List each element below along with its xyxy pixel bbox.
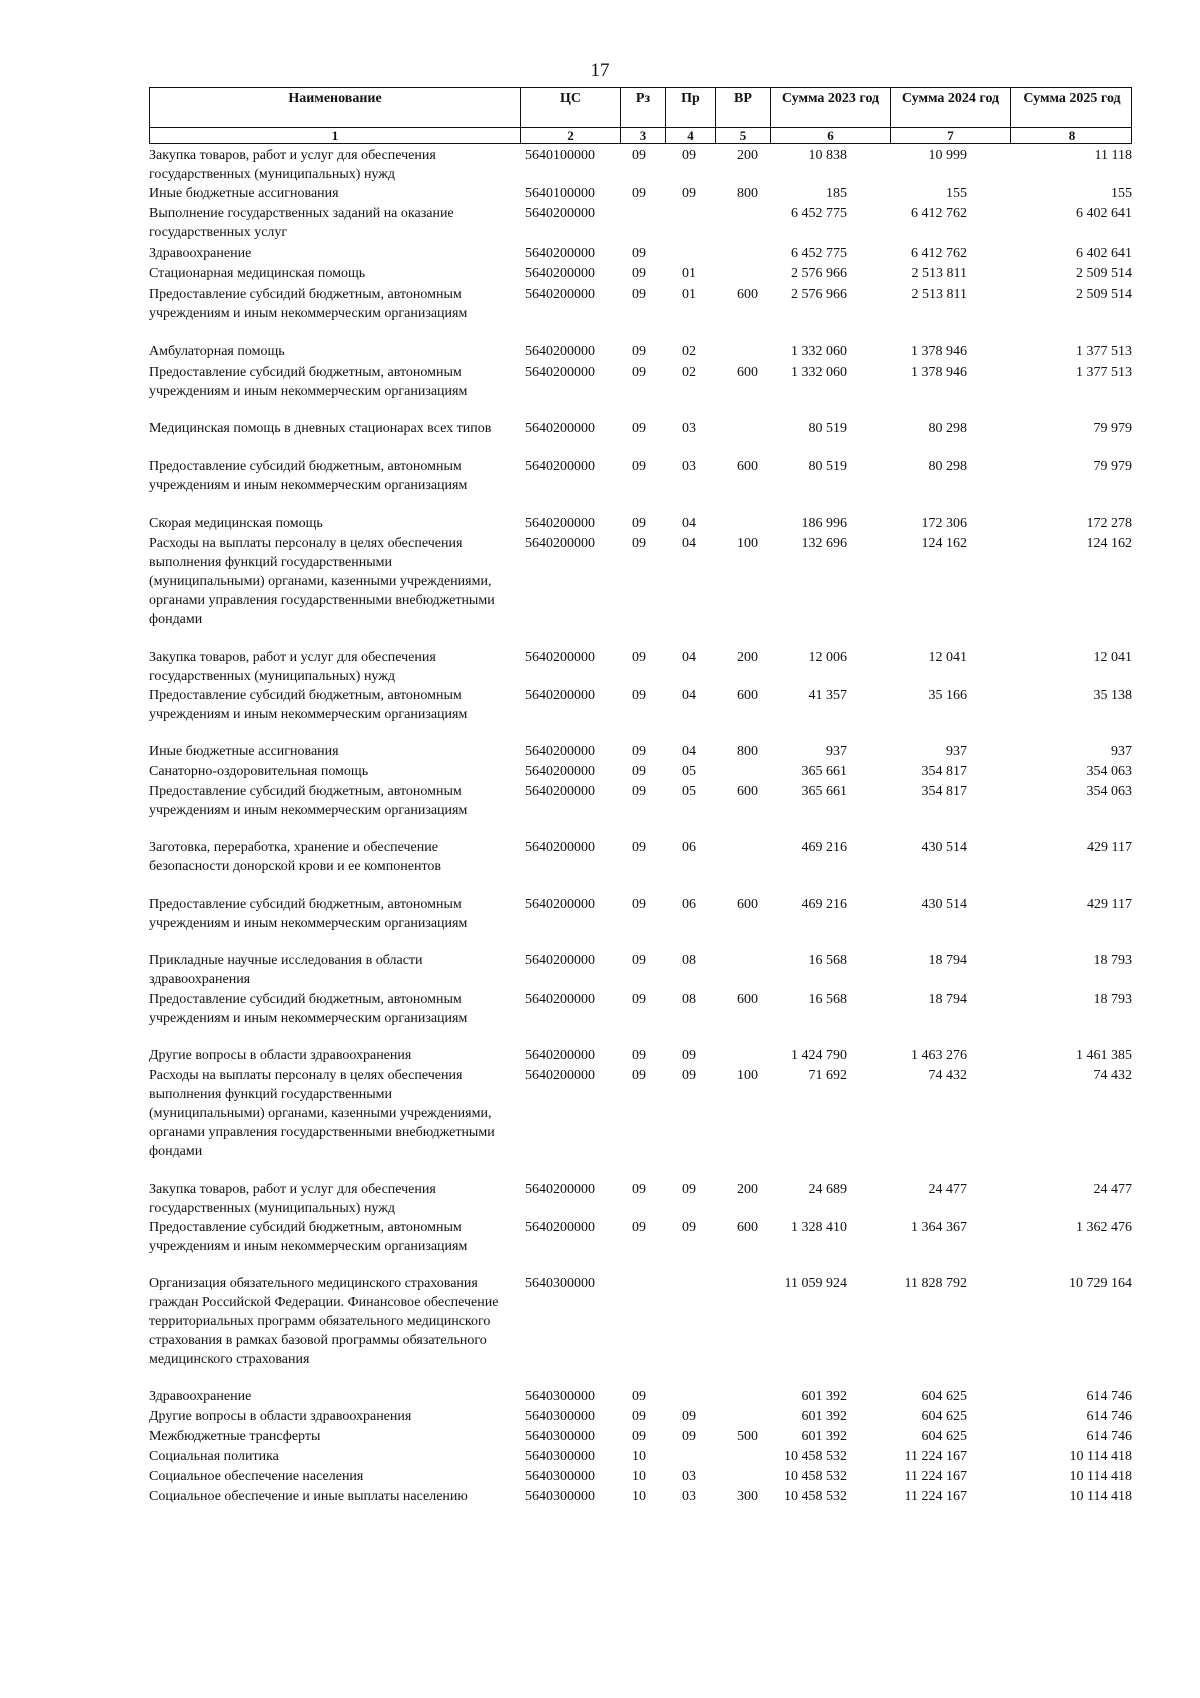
row-cs: 5640200000: [525, 897, 595, 912]
row-sum-2024: 11 828 792: [904, 1276, 967, 1291]
row-sum-2024: 604 625: [921, 1429, 967, 1444]
row-name: Расходы на выплаты персоналу в целях обеспечения выполнения функций государственными (муниципальными) органами, казенными учреждениями, органами управления государственными внебюджетными фондами: [149, 536, 495, 627]
row-rz: 09: [632, 1409, 646, 1424]
row-sum-2025: 10 729 164: [1069, 1276, 1132, 1291]
row-name: Прикладные научные исследования в области здравоохранения: [149, 953, 423, 987]
row-sum-2024: 11 224 167: [904, 1489, 967, 1504]
row-cs: 5640100000: [525, 186, 595, 201]
row-sum-2025: 354 063: [1086, 764, 1132, 779]
row-cs: 5640200000: [525, 1068, 595, 1083]
row-sum-2023: 365 661: [801, 764, 847, 779]
row-vr: 600: [737, 992, 758, 1007]
row-rz: 09: [632, 365, 646, 380]
row-rz: 09: [632, 344, 646, 359]
row-rz: 09: [632, 992, 646, 1007]
row-rz: 10: [632, 1469, 646, 1484]
row-pr: 09: [682, 186, 696, 201]
row-rz: 09: [632, 744, 646, 759]
row-sum-2023: 80 519: [808, 459, 847, 474]
row-sum-2023: 10 458 532: [784, 1469, 847, 1484]
row-pr: 09: [682, 1220, 696, 1235]
row-pr: 01: [682, 287, 696, 302]
header-divider: [150, 127, 1131, 128]
row-rz: 09: [632, 516, 646, 531]
row-sum-2023: 1 424 790: [791, 1048, 847, 1063]
row-pr: 09: [682, 1409, 696, 1424]
row-rz: 09: [632, 650, 646, 665]
row-name: Предоставление субсидий бюджетным, автономным учреждениям и иным некоммерческим организациям: [149, 992, 468, 1026]
row-rz: 09: [632, 536, 646, 551]
row-sum-2024: 124 162: [921, 536, 967, 551]
row-sum-2023: 11 059 924: [784, 1276, 847, 1291]
row-sum-2025: 614 746: [1086, 1389, 1132, 1404]
table-header: [149, 87, 1132, 144]
row-cs: 5640200000: [525, 650, 595, 665]
row-cs: 5640300000: [525, 1389, 595, 1404]
row-sum-2025: 1 461 385: [1076, 1048, 1132, 1063]
row-name: Медицинская помощь в дневных стационарах всех типов: [149, 421, 492, 436]
row-sum-2025: 1 377 513: [1076, 365, 1132, 380]
row-sum-2023: 185: [826, 186, 847, 201]
row-sum-2023: 80 519: [808, 421, 847, 436]
row-sum-2025: 1 362 476: [1076, 1220, 1132, 1235]
row-cs: 5640200000: [525, 840, 595, 855]
row-pr: 06: [682, 897, 696, 912]
row-sum-2023: 41 357: [808, 688, 847, 703]
row-rz: 09: [632, 953, 646, 968]
row-sum-2023: 469 216: [801, 897, 847, 912]
row-sum-2023: 10 458 532: [784, 1449, 847, 1464]
row-sum-2025: 172 278: [1086, 516, 1132, 531]
row-cs: 5640200000: [525, 953, 595, 968]
row-rz: 09: [632, 266, 646, 281]
row-cs: 5640200000: [525, 536, 595, 551]
row-sum-2024: 6 412 762: [911, 206, 967, 221]
row-vr: 600: [737, 365, 758, 380]
row-sum-2024: 2 513 811: [911, 287, 967, 302]
row-vr: 200: [737, 1182, 758, 1197]
header-rz: Рз 3: [620, 88, 665, 143]
row-name: Социальное обеспечение населения: [149, 1469, 364, 1484]
row-sum-2023: 601 392: [801, 1429, 847, 1444]
row-name: Амбулаторная помощь: [149, 344, 285, 359]
row-cs: 5640200000: [525, 246, 595, 261]
row-pr: 04: [682, 516, 696, 531]
row-sum-2023: 186 996: [801, 516, 847, 531]
row-rz: 09: [632, 1220, 646, 1235]
row-sum-2025: 6 402 641: [1076, 206, 1132, 221]
row-sum-2025: 429 117: [1087, 840, 1132, 855]
row-sum-2024: 6 412 762: [911, 246, 967, 261]
row-rz: 09: [632, 459, 646, 474]
row-sum-2025: 155: [1111, 186, 1132, 201]
row-vr: 100: [737, 1068, 758, 1083]
row-name: Иные бюджетные ассигнования: [149, 744, 339, 759]
row-rz: 10: [632, 1449, 646, 1464]
row-sum-2025: 124 162: [1086, 536, 1132, 551]
row-sum-2024: 604 625: [921, 1389, 967, 1404]
row-name: Предоставление субсидий бюджетным, автономным учреждениям и иным некоммерческим организациям: [149, 287, 468, 321]
row-rz: 09: [632, 186, 646, 201]
row-sum-2024: 604 625: [921, 1409, 967, 1424]
row-name: Стационарная медицинская помощь: [149, 266, 366, 281]
page-number: 17: [590, 60, 610, 81]
row-sum-2023: 10 838: [808, 148, 847, 163]
row-sum-2024: 1 463 276: [911, 1048, 967, 1063]
row-vr: 600: [737, 784, 758, 799]
row-rz: 09: [632, 1182, 646, 1197]
row-sum-2024: 430 514: [921, 840, 967, 855]
row-cs: 5640200000: [525, 1220, 595, 1235]
row-rz: 10: [632, 1489, 646, 1504]
row-sum-2023: 937: [826, 744, 847, 759]
row-rz: 09: [632, 1429, 646, 1444]
row-sum-2025: 10 114 418: [1069, 1469, 1132, 1484]
row-cs: 5640200000: [525, 344, 595, 359]
row-name: Предоставление субсидий бюджетным, автономным учреждениям и иным некоммерческим организациям: [149, 365, 468, 399]
row-sum-2024: 12 041: [928, 650, 967, 665]
row-cs: 5640200000: [525, 516, 595, 531]
row-rz: 09: [632, 1389, 646, 1404]
row-sum-2025: 614 746: [1086, 1409, 1132, 1424]
row-name: Организация обязательного медицинского страхования граждан Российской Федерации. Финансовое обеспечение территориальных программ обязательного медицинского страхования в рамках базовой программы обязательного медицинского страхования: [149, 1276, 499, 1367]
row-sum-2025: 429 117: [1087, 897, 1132, 912]
row-sum-2025: 79 979: [1093, 459, 1132, 474]
row-sum-2025: 1 377 513: [1076, 344, 1132, 359]
row-sum-2025: 79 979: [1093, 421, 1132, 436]
row-sum-2025: 614 746: [1086, 1429, 1132, 1444]
row-sum-2024: 80 298: [928, 459, 967, 474]
row-name: Другие вопросы в области здравоохранения: [149, 1048, 412, 1063]
row-pr: 04: [682, 744, 696, 759]
row-sum-2024: 1 364 367: [911, 1220, 967, 1235]
row-pr: 04: [682, 536, 696, 551]
row-sum-2023: 24 689: [808, 1182, 847, 1197]
budget-table: [149, 87, 1132, 1504]
row-name: Социальное обеспечение и иные выплаты населению: [149, 1489, 468, 1504]
row-sum-2025: 354 063: [1086, 784, 1132, 799]
row-sum-2024: 430 514: [921, 897, 967, 912]
row-sum-2023: 12 006: [808, 650, 847, 665]
row-vr: 300: [737, 1489, 758, 1504]
row-pr: 01: [682, 266, 696, 281]
row-sum-2023: 1 332 060: [791, 365, 847, 380]
row-pr: 03: [682, 421, 696, 436]
row-sum-2025: 10 114 418: [1069, 1449, 1132, 1464]
row-name: Здравоохранение: [149, 1389, 252, 1404]
row-cs: 5640300000: [525, 1276, 595, 1291]
row-name: Скорая медицинская помощь: [149, 516, 323, 531]
row-vr: 800: [737, 186, 758, 201]
row-sum-2023: 16 568: [808, 992, 847, 1007]
row-cs: 5640300000: [525, 1489, 595, 1504]
row-name: Предоставление субсидий бюджетным, автономным учреждениям и иным некоммерческим организациям: [149, 784, 468, 818]
row-pr: 09: [682, 1068, 696, 1083]
row-pr: 08: [682, 992, 696, 1007]
row-vr: 600: [737, 688, 758, 703]
row-pr: 03: [682, 459, 696, 474]
row-sum-2024: 18 794: [928, 953, 967, 968]
row-cs: 5640100000: [525, 148, 595, 163]
row-sum-2023: 71 692: [808, 1068, 847, 1083]
row-sum-2024: 35 166: [928, 688, 967, 703]
row-sum-2025: 2 509 514: [1076, 266, 1132, 281]
row-rz: 09: [632, 246, 646, 261]
row-sum-2024: 354 817: [921, 764, 967, 779]
row-cs: 5640200000: [525, 365, 595, 380]
row-sum-2023: 365 661: [801, 784, 847, 799]
row-sum-2024: 11 224 167: [904, 1449, 967, 1464]
row-rz: 09: [632, 688, 646, 703]
row-sum-2025: 6 402 641: [1076, 246, 1132, 261]
row-cs: 5640200000: [525, 784, 595, 799]
row-sum-2024: 1 378 946: [911, 344, 967, 359]
row-sum-2024: 74 432: [928, 1068, 967, 1083]
row-name: Предоставление субсидий бюджетным, автономным учреждениям и иным некоммерческим организациям: [149, 459, 468, 493]
row-pr: 09: [682, 1429, 696, 1444]
row-sum-2025: 24 477: [1093, 1182, 1132, 1197]
row-sum-2025: 11 118: [1094, 148, 1132, 163]
row-name: Межбюджетные трансферты: [149, 1429, 321, 1444]
row-name: Здравоохранение: [149, 246, 252, 261]
row-rz: 09: [632, 1048, 646, 1063]
row-vr: 500: [737, 1429, 758, 1444]
row-sum-2024: 10 999: [928, 148, 967, 163]
row-sum-2025: 74 432: [1093, 1068, 1132, 1083]
row-vr: 600: [737, 459, 758, 474]
header-cs: ЦС 2: [520, 88, 620, 143]
row-sum-2024: 354 817: [921, 784, 967, 799]
row-sum-2024: 18 794: [928, 992, 967, 1007]
row-sum-2024: 11 224 167: [904, 1469, 967, 1484]
row-sum-2023: 1 332 060: [791, 344, 847, 359]
row-cs: 5640200000: [525, 992, 595, 1007]
row-sum-2023: 10 458 532: [784, 1489, 847, 1504]
row-vr: 600: [737, 1220, 758, 1235]
row-sum-2023: 6 452 775: [791, 246, 847, 261]
row-sum-2023: 2 576 966: [791, 287, 847, 302]
row-name: Закупка товаров, работ и услуг для обеспечения государственных (муниципальных) нужд: [149, 1182, 436, 1216]
row-sum-2023: 132 696: [801, 536, 847, 551]
row-pr: 02: [682, 365, 696, 380]
row-rz: 09: [632, 764, 646, 779]
header-pr: Пр 4: [665, 88, 715, 143]
row-sum-2024: 2 513 811: [911, 266, 967, 281]
row-pr: 04: [682, 688, 696, 703]
header-vr: ВР 5: [715, 88, 770, 143]
row-sum-2025: 35 138: [1093, 688, 1132, 703]
header-name: Наименование 1: [288, 91, 382, 143]
row-vr: 100: [737, 536, 758, 551]
row-sum-2024: 172 306: [921, 516, 967, 531]
row-sum-2023: 16 568: [808, 953, 847, 968]
row-pr: 08: [682, 953, 696, 968]
header-sum-2024: Сумма 2024 год 7: [890, 88, 1010, 143]
row-cs: 5640200000: [525, 744, 595, 759]
row-pr: 09: [682, 1048, 696, 1063]
row-rz: 09: [632, 421, 646, 436]
row-name: Закупка товаров, работ и услуг для обеспечения государственных (муниципальных) нужд: [149, 650, 436, 684]
row-name: Санаторно-оздоровительная помощь: [149, 764, 369, 779]
row-cs: 5640300000: [525, 1409, 595, 1424]
row-sum-2023: 2 576 966: [791, 266, 847, 281]
row-rz: 09: [632, 148, 646, 163]
row-sum-2025: 10 114 418: [1069, 1489, 1132, 1504]
row-pr: 05: [682, 764, 696, 779]
row-rz: 09: [632, 287, 646, 302]
header-sum-2025: Сумма 2025 год 8: [1010, 88, 1133, 143]
row-cs: 5640200000: [525, 266, 595, 281]
row-sum-2025: 12 041: [1093, 650, 1132, 665]
row-pr: 09: [682, 1182, 696, 1197]
row-rz: 09: [632, 1068, 646, 1083]
row-sum-2023: 601 392: [801, 1409, 847, 1424]
row-name: Расходы на выплаты персоналу в целях обеспечения выполнения функций государственными (муниципальными) органами, казенными учреждениями, органами управления государственными внебюджетными фондами: [149, 1068, 495, 1159]
row-sum-2024: 937: [946, 744, 967, 759]
row-cs: 5640300000: [525, 1449, 595, 1464]
row-pr: 03: [682, 1469, 696, 1484]
row-rz: 09: [632, 897, 646, 912]
row-pr: 02: [682, 344, 696, 359]
row-sum-2025: 18 793: [1093, 953, 1132, 968]
row-name: Закупка товаров, работ и услуг для обеспечения государственных (муниципальных) нужд: [149, 148, 436, 182]
row-sum-2023: 1 328 410: [791, 1220, 847, 1235]
row-name: Предоставление субсидий бюджетным, автономным учреждениям и иным некоммерческим организациям: [149, 688, 468, 722]
row-sum-2025: 937: [1111, 744, 1132, 759]
row-cs: 5640200000: [525, 287, 595, 302]
row-vr: 200: [737, 148, 758, 163]
row-cs: 5640200000: [525, 688, 595, 703]
row-cs: 5640200000: [525, 421, 595, 436]
row-cs: 5640200000: [525, 764, 595, 779]
row-cs: 5640200000: [525, 1182, 595, 1197]
row-sum-2023: 601 392: [801, 1389, 847, 1404]
row-sum-2023: 6 452 775: [791, 206, 847, 221]
row-sum-2024: 155: [946, 186, 967, 201]
row-cs: 5640300000: [525, 1429, 595, 1444]
row-cs: 5640300000: [525, 1469, 595, 1484]
row-vr: 800: [737, 744, 758, 759]
header-sum-2023: Сумма 2023 год 6: [770, 88, 890, 143]
row-pr: 04: [682, 650, 696, 665]
row-pr: 03: [682, 1489, 696, 1504]
row-name: Другие вопросы в области здравоохранения: [149, 1409, 412, 1424]
row-name: Предоставление субсидий бюджетным, автономным учреждениям и иным некоммерческим организациям: [149, 897, 468, 931]
row-sum-2025: 18 793: [1093, 992, 1132, 1007]
row-rz: 09: [632, 840, 646, 855]
row-vr: 600: [737, 897, 758, 912]
row-cs: 5640200000: [525, 206, 595, 221]
row-pr: 09: [682, 148, 696, 163]
row-cs: 5640200000: [525, 1048, 595, 1063]
row-name: Предоставление субсидий бюджетным, автономным учреждениям и иным некоммерческим организациям: [149, 1220, 468, 1254]
row-sum-2023: 469 216: [801, 840, 847, 855]
row-vr: 600: [737, 287, 758, 302]
row-name: Заготовка, переработка, хранение и обеспечение безопасности донорской крови и ее компонентов: [149, 840, 442, 874]
row-sum-2024: 24 477: [928, 1182, 967, 1197]
row-sum-2024: 1 378 946: [911, 365, 967, 380]
row-cs: 5640200000: [525, 459, 595, 474]
row-pr: 05: [682, 784, 696, 799]
row-rz: 09: [632, 784, 646, 799]
row-name: Иные бюджетные ассигнования: [149, 186, 339, 201]
row-pr: 06: [682, 840, 696, 855]
row-sum-2024: 80 298: [928, 421, 967, 436]
row-vr: 200: [737, 650, 758, 665]
row-sum-2025: 2 509 514: [1076, 287, 1132, 302]
row-name: Социальная политика: [149, 1449, 279, 1464]
row-name: Выполнение государственных заданий на оказание государственных услуг: [149, 206, 454, 240]
